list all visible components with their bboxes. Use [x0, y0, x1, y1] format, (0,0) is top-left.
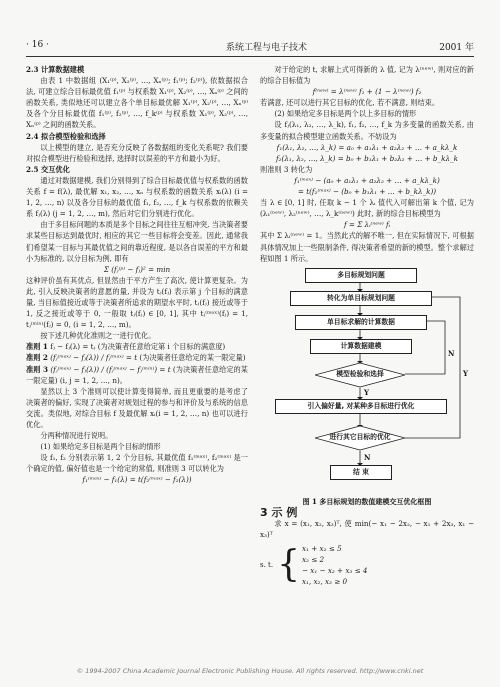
- brace-icon: {: [277, 544, 300, 586]
- flow-no-1: N: [448, 348, 455, 358]
- constraint-lines: [302, 543, 367, 587]
- formula-7: = t(f₂⁽ᵐᵃˣ⁾ − (b₀ + b₁λ₁ + … + b_kλ_k)): [297, 187, 437, 197]
- flowchart: [260, 268, 474, 496]
- example-statement: 求 x = (x₁, x₂, x₃)ᵀ, 使 min(− x₁ − 2x₂, − x₁ + 2x₃, x₁ − x₃)ᵀ: [260, 518, 474, 539]
- flow-decision-other-goals: [315, 426, 405, 450]
- paragraph: 显然以上 3 个准则可以使计算变得简单, 而且更重要的是考虑了决策者的偏好, 实现了决策者对规划过程的参与和评价及与系统的信息交流。类似地, 对综合目标 f 及最优解 xᵢ(i = 1, 2, …, n) 也可以进行优化。: [26, 386, 248, 429]
- subject-to-label: s. t.: [260, 560, 274, 569]
- criterion-2: [26, 352, 248, 363]
- formula-2: f₁⁽ᵐᵃˣ⁾ − f₁(λ) = t(f₂⁽ᵐᵃˣ⁾ − f₂(λ)): [82, 475, 192, 485]
- flow-yes-2: Y: [463, 368, 468, 378]
- criterion-label: 准则 1: [26, 342, 48, 352]
- flow-yes-1: Y: [364, 387, 369, 397]
- formula-1: Σ (fⱼ⁽ᵖ⁾ − fⱼ)² = min: [103, 264, 171, 274]
- paragraph: 若满意, 还可以进行其它目标的优化, 若不满意, 则结束。: [260, 98, 440, 108]
- criterion-label: 准则 2: [26, 353, 48, 363]
- case-2-heading: (2) 如果给定多目标是两个以上多目标的情形: [274, 109, 417, 119]
- criterion-note: (为决策者任意给定的某一限定量): [139, 353, 246, 363]
- paragraph: 通过对数据建模, 我们分别得到了综合目标最优值与权系数的函数关系 f = f(λ), 最优解 x₁, x₂, …, xₙ 与权系数的函数关系 xᵢ(λ) (i = 1, 2, …, n) 以及各分目标的最优值 f₁, f₂, …, f_k 与权系数的依赖关系 fⱼ(λ) (j = 1, 2, …, m), 然后对它们分别进行优化。: [26, 175, 248, 219]
- paragraph: 则准则 3 转化为: [260, 164, 313, 174]
- paragraph: 按下述几种优化准则之一进行优化。: [40, 331, 156, 341]
- criterion-text: fⱼ − fⱼ(λ) = tⱼ (为决策者任意给定第 i 个目标的满意度): [50, 342, 226, 352]
- paragraph: 由于多目标问题的本质是多个目标之间往往互相冲突, 当决策者要求某些目标达到最优时, 相应的其它一些目标将会变差。因此, 通常我们希望某一目标与其最优值之间的靠近程度, 是以各自误差的平方和最小为标准的, 以分目标为例, 即有: [26, 220, 248, 263]
- left-column: [26, 64, 248, 486]
- formula-6: f₁⁽ᵐᵃˣ⁾ − (a₀ + a₁λ₁ + a₂λ₂ + … + a_kλ_k): [294, 175, 440, 185]
- running-header: [26, 40, 474, 56]
- flow-box-problem: 多目标规划问题: [305, 268, 417, 283]
- criterion-1: [26, 341, 248, 352]
- page-number: · 16 ·: [26, 40, 49, 50]
- decision-label: 进行其它目标的优化: [329, 432, 391, 441]
- constraint-system: [260, 543, 474, 587]
- journal-title: 系统工程与电子技术: [226, 43, 308, 53]
- flow-box-convert: 转化为单目标规划问题: [290, 291, 432, 306]
- flow-box-modeling: 计算数据建模: [310, 339, 412, 354]
- flow-box-preference: 引入偏好量, 对某种多目标进行优化: [275, 399, 447, 414]
- right-column: [260, 64, 474, 587]
- paragraph: 以上模型的建立, 是否充分反映了各数据组的变化关系呢? 我们要对拟合模型进行检验和选择, 选择时以误差的平方和最小为好。: [26, 142, 248, 163]
- decision-label: 模型检验和选择: [336, 369, 384, 378]
- constraint: − x₁ − x₂ + x₃ ≤ 4: [302, 566, 368, 576]
- formula-5: f₂(λ₁, λ₂, …, λ_k) = b₀ + b₁λ₁ + b₂λ₂ + … + b_kλ_k: [276, 153, 458, 163]
- paragraph: 这种评价虽有其优点, 但显然由于平方产生了高次, 使计算更复杂。为此, 引入反映决策者的意愿的量, 并设为 tⱼ(fⱼ) 表示第 j 个目标的满意量, 当目标值接近或等于决策者所追求的期望水平时, tⱼ(fⱼ) 接近或等于 1, 反之接近或等于 0, 一般取 tⱼ(fⱼ) ∈ [0, 1], 其中 tⱼ⁽ᵐᵃˣ⁾(fⱼ) = 1, tⱼ⁽ᵐⁱⁿ⁾(fⱼ) = 0, (i = 1, 2, …, m)。: [26, 275, 248, 330]
- paragraph: 设 fⱼ(λ₁, λ₂, …, λ_k), f₁, f₂, …, f_k 为多变量的函数关系, 由多变量的拟合模型建立函数关系。不妨设为: [260, 120, 474, 141]
- criterion-label: 准则 3: [26, 364, 48, 374]
- paragraph: 对于给定的 t, 求解上式可得新的 λ 值, 记为 λ⁽ⁿᵉʷ⁾, 则对应的新的综合目标值为: [260, 65, 474, 86]
- figure-caption: 图 1 多目标规划的数值建模交互优化框图: [302, 496, 432, 506]
- paragraph: 分两种情况进行说明。: [40, 431, 113, 441]
- case-1-heading: (1) 如果给定多目标是两个目标的情形: [40, 442, 161, 452]
- criterion-3: [26, 364, 248, 386]
- section-2-3-title: 2.3 计算数据建模: [26, 65, 85, 74]
- paragraph: 其中 Σ λᵢ⁽ⁿᵉʷ⁾ = 1。当然此式的解不唯一, 但在实际情况下, 可根据具体情况加上一些限制条件, 得决策者希望的新的模型。整个求解过程如图 1 所示。: [260, 231, 474, 263]
- flow-box-compute-data: 单目标求解的计算数据: [295, 315, 427, 330]
- formula-8: f = Σ λᵢ⁽ⁿᵉʷ⁾ fᵢ: [343, 220, 391, 230]
- flow-box-end: 结 束: [330, 465, 392, 480]
- constraint: x₁, x₂, x₃ ≥ 0: [302, 577, 348, 587]
- constraint: x₂ ≤ 2: [302, 555, 325, 565]
- criterion-formula: (fⱼ⁽ᵐᵃˣ⁾ − fⱼ(λ)) / fⱼ⁽ᵐᵃˣ⁾ = t: [50, 353, 138, 363]
- paragraph: 由表 1 中数据组 (X₁⁽ᵖ⁾, X₂⁽ᵖ⁾, …, Xₙ⁽ᵖ⁾; f₁⁽ᵖ⁾; f₂⁽ᵖ⁾), 依数据拟合法, 可建立综合目标最优值 f₁⁽ᵖ⁾ 与权系数 X₁⁽ᵖ⁾, X₂⁽ᵖ⁾, …, Xₙ⁽ᵖ⁾ 之间的函数关系, 类似地还可以建立各个单目标最优解 X₁⁽ᵖ⁾, X₂⁽ᵖ⁾, …, Xₙ⁽ᵖ⁾ 及各个分目标最优值 f₁⁽ᵖ⁾, f₂⁽ᵖ⁾, …, f_k⁽ᵖ⁾ 与权系数 X₁⁽ᵖ⁾, X₂⁽ᵖ⁾, …, Xₙ⁽ᵖ⁾ 之间的函数关系。: [26, 76, 248, 130]
- criterion-note: (为决策者任意给定的某一限定量) (i, j = 1, 2, …, n)。: [26, 364, 248, 385]
- section-2-4-title: 2.4 拟合模型检验和选择: [26, 131, 106, 141]
- copyright-footer: © 1994-2007 China Academic Journal Electronic Publishing House. All rights reserved. http://www.cnki.net: [76, 667, 424, 675]
- constraint: x₁ + x₂ ≤ 5: [302, 544, 342, 554]
- journal-year: 2001 年: [439, 43, 474, 53]
- section-3-title: 3 示 例: [260, 505, 298, 519]
- formula-3: f⁽ⁿᵉʷ⁾ = λ⁽ⁿᵉʷ⁾ f₁ + (1 − λ⁽ⁿᵉʷ⁾) f₂: [312, 87, 422, 97]
- flow-no-2: N: [364, 452, 371, 462]
- flow-decision-model-check: [315, 363, 405, 387]
- header-rule: [26, 56, 474, 57]
- section-2-5-title: 2.5 交互优化: [26, 164, 70, 174]
- paragraph: 设 f₁, f₂ 分别表示第 1, 2 个分目标, 其最优值 f₁⁽ᵐᵃˣ⁾, f₂⁽ᵐᵃˣ⁾ 是一个确定的值, 偏好值也是一个给定的常值, 则准则 3 可以转化为: [26, 453, 248, 474]
- criterion-formula: (fⱼ⁽ᵐᵃˣ⁾ − fⱼ(λ)) / (fⱼ⁽ᵐᵃˣ⁾ − fⱼ⁽ᵐⁱⁿ⁾) = t: [50, 364, 171, 374]
- formula-4: f₁(λ₁, λ₂, …, λ_k) = a₀ + a₁λ₁ + a₂λ₂ + … + a_kλ_k: [276, 142, 458, 152]
- paragraph: 当 λ ∈ [0, 1] 时, 任取 k − 1 个 λᵢ 值代入可解出第 k 个值, 记为 (λ₁⁽ⁿᵉʷ⁾, λ₂⁽ⁿᵉʷ⁾, …, λ_k⁽ⁿᵉʷ⁾) 此时, 新的综合目标模型为: [260, 198, 474, 219]
